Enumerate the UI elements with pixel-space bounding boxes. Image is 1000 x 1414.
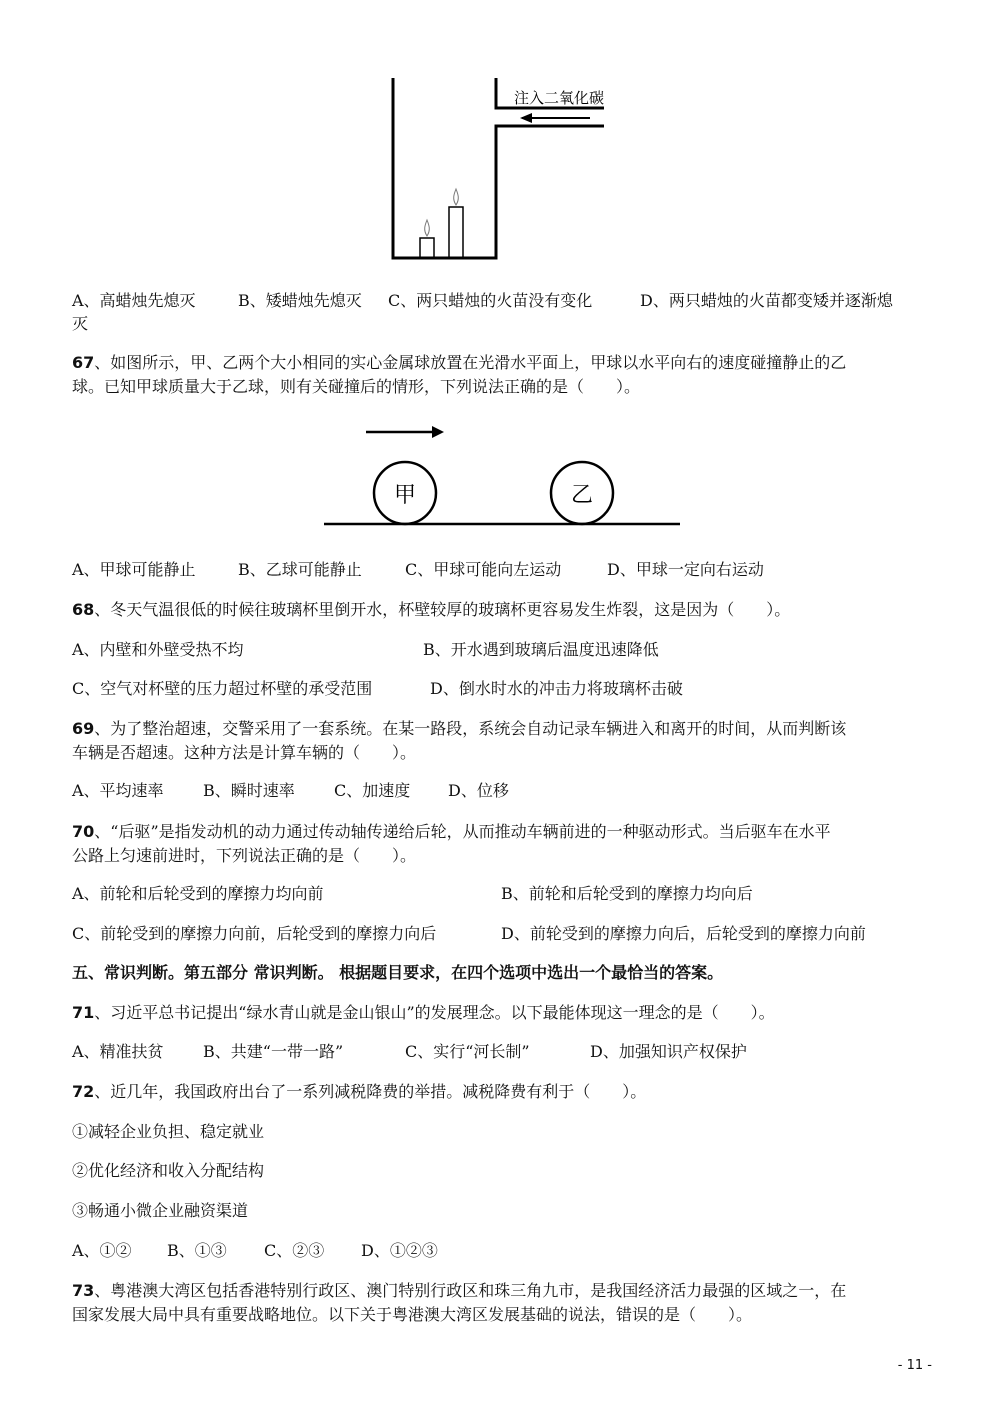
q71-option-a: A、精准扶贫 <box>72 1042 164 1061</box>
q67-stem-line1: 67、如图所示，甲、乙两个大小相同的实心金属球放置在光滑水平面上，甲球以水平向右的速度碰撞静止的乙 <box>72 353 847 372</box>
q72-option-b: B、①③ <box>167 1241 227 1260</box>
ball-jia-label: 甲 <box>393 483 417 508</box>
q71-option-d: D、加强知识产权保护 <box>590 1042 747 1061</box>
q71-stem: 71、习近平总书记提出“绿水青山就是金山银山”的发展理念。以下最能体现这一理念的是（ ）。 <box>72 1003 775 1022</box>
q70-stem-line1: 70、“后驱”是指发动机的动力通过传动轴传递给后轮，从而推动车辆前进的一种驱动形式。当后驱车在水平 <box>72 822 831 841</box>
q72-number: 72 <box>72 1082 95 1101</box>
q73-number: 73 <box>72 1281 95 1300</box>
q73-stem-line1: 73、粤港澳大湾区包括香港特别行政区、澳门特别行政区和珠三角九市，是我国经济活力最强的区域之一，在 <box>72 1281 847 1300</box>
q70-stem-line2: 公路上匀速前进时，下列说法正确的是（ ）。 <box>72 846 417 865</box>
q73-stem-line2: 国家发展大局中具有重要战略地位。以下关于粤港澳大湾区发展基础的说法，错误的是（ ）。 <box>72 1305 753 1324</box>
q68-number: 68 <box>72 600 95 619</box>
q70-number: 70 <box>72 822 95 841</box>
q68-option-c: C、空气对杯壁的压力超过杯壁的承受范围 <box>72 679 373 698</box>
ball-yi-label: 乙 <box>570 483 594 508</box>
q70-option-a: A、前轮和后轮受到的摩擦力均向前 <box>72 884 324 903</box>
co2-label: 注入二氧化碳 <box>514 89 605 107</box>
page-number: - 11 - <box>897 1358 932 1373</box>
q69-option-c: C、加速度 <box>334 781 411 800</box>
q69-number: 69 <box>72 719 95 738</box>
q66-option-a: A、高蜡烛先熄灭 <box>72 291 196 310</box>
q68-option-b: B、开水遇到玻璃后温度迅速降低 <box>423 640 659 659</box>
q72-option-a: A、①② <box>72 1241 132 1260</box>
q67-option-a: A、甲球可能静止 <box>72 560 196 579</box>
q67-option-d: D、甲球一定向右运动 <box>607 560 764 579</box>
q69-option-a: A、平均速率 <box>72 781 164 800</box>
q68-option-a: A、内壁和外壁受热不均 <box>72 640 244 659</box>
q72-stem: 72、近几年，我国政府出台了一系列减税降费的举措。减税降费有利于（ ）。 <box>72 1082 647 1101</box>
q68-stem: 68、冬天气温很低的时候往玻璃杯里倒开水，杯壁较厚的玻璃杯更容易发生炸裂，这是因为（ ）。 <box>72 600 791 619</box>
q69-option-d: D、位移 <box>448 781 509 800</box>
candle-beaker-figure <box>380 70 620 270</box>
q67-option-c: C、甲球可能向左运动 <box>405 560 562 579</box>
q71-option-c: C、实行“河长制” <box>405 1042 530 1061</box>
q66-option-b: B、矮蜡烛先熄灭 <box>238 291 362 310</box>
q68-option-d: D、倒水时水的冲击力将玻璃杯击破 <box>430 679 683 698</box>
q72-option-c: C、②③ <box>264 1241 325 1260</box>
q70-option-d: D、前轮受到的摩擦力向后，后轮受到的摩擦力向前 <box>501 924 866 943</box>
q69-stem-line2: 车辆是否超速。这种方法是计算车辆的（ ）。 <box>72 743 417 762</box>
q70-option-b: B、前轮和后轮受到的摩擦力均向后 <box>501 884 753 903</box>
q66-option-d-wrap: 灭 <box>72 314 89 333</box>
q66-option-c: C、两只蜡烛的火苗没有变化 <box>388 291 593 310</box>
q67-number: 67 <box>72 353 95 372</box>
q72-item-3: ③畅通小微企业融资渠道 <box>72 1201 249 1220</box>
q69-option-b: B、瞬时速率 <box>203 781 295 800</box>
q72-item-2: ②优化经济和收入分配结构 <box>72 1161 265 1180</box>
q71-option-b: B、共建“一带一路” <box>203 1042 344 1061</box>
q72-item-1: ①减轻企业负担、稳定就业 <box>72 1122 265 1141</box>
q70-option-c: C、前轮受到的摩擦力向前，后轮受到的摩擦力向后 <box>72 924 437 943</box>
q71-number: 71 <box>72 1003 95 1022</box>
q67-option-b: B、乙球可能静止 <box>238 560 362 579</box>
q72-option-d: D、①②③ <box>361 1241 438 1260</box>
q66-option-d: D、两只蜡烛的火苗都变矮并逐渐熄 <box>640 291 893 310</box>
q69-stem-line1: 69、为了整治超速，交警采用了一套系统。在某一路段，系统会自动记录车辆进入和离开的时间，从而判断该 <box>72 719 847 738</box>
q67-stem-line2: 球。已知甲球质量大于乙球，则有关碰撞后的情形，下列说法正确的是（ ）。 <box>72 377 641 396</box>
section5-heading: 五、常识判断。第五部分 常识判断。 根据题目要求，在四个选项中选出一个最恰当的答案。 <box>72 963 724 982</box>
collision-figure <box>320 418 685 533</box>
